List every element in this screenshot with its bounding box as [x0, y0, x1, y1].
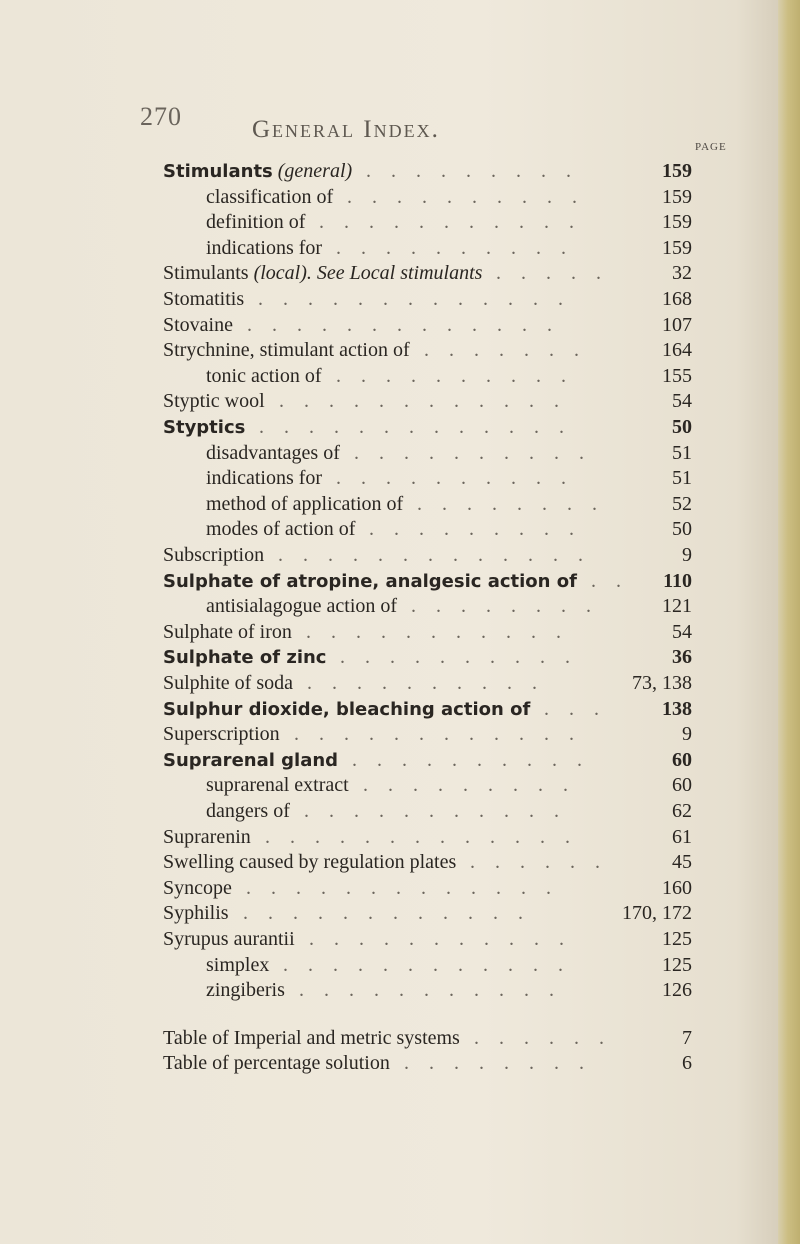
entry-page: 159	[662, 160, 692, 182]
entry-page: 125	[662, 953, 692, 976]
leader-dots: . . . . . . . . . .	[340, 646, 590, 669]
index-entry	[0, 747, 800, 773]
entry-page: 138	[662, 697, 692, 720]
index-entry	[0, 644, 800, 670]
index-entry	[0, 875, 800, 901]
page-number: 270	[140, 102, 182, 131]
entry-text: Sulphate of zinc	[163, 647, 327, 669]
entry-page: 164	[662, 339, 692, 362]
entry-text: Swelling caused by regulation plates	[163, 851, 457, 874]
leader-dots: . . . . . . . . .	[369, 518, 594, 541]
entry-page: 60	[672, 774, 692, 797]
leader-dots: . . . . . . . . . .	[336, 467, 586, 490]
index-entry	[0, 696, 800, 722]
entry-text: Styptics	[163, 417, 246, 438]
leader-dots: . . . . . . . . . . .	[319, 211, 594, 234]
index-entry	[0, 926, 800, 952]
leader-dots: . . . . . . . . . .	[352, 748, 602, 771]
entry-page: 107	[662, 313, 692, 336]
entry-text: Suprarenin	[163, 825, 251, 848]
entry-text: method of application of	[206, 492, 404, 515]
entry-page: 121	[662, 595, 692, 618]
entry-page: 51	[672, 441, 692, 464]
entry-text: classification of	[206, 185, 334, 208]
leader-dots: . . . . .	[496, 262, 621, 285]
leader-dots: . . . . . . . . . . . .	[294, 723, 594, 746]
leader-dots: . . . . . . . .	[411, 595, 611, 618]
entry-text: Stovaine	[163, 313, 233, 336]
index-entry	[0, 568, 800, 594]
index-entry	[0, 670, 800, 696]
leader-dots: . . . . . . . .	[404, 1052, 604, 1074]
leader-dots: . . . . . . .	[424, 339, 599, 362]
entry-text: Table of percentage solution	[163, 1052, 390, 1074]
index-entry	[0, 798, 800, 824]
leader-dots: . . . . . . . . . . . .	[283, 953, 583, 976]
entry-page: 32	[672, 262, 692, 285]
entry-page: 160	[662, 876, 692, 899]
index-entry	[0, 619, 800, 645]
entry-page: 159	[662, 211, 692, 234]
index-entry	[0, 900, 800, 926]
entry-page: 9	[682, 544, 692, 566]
entry-text: dangers of	[206, 800, 290, 822]
entry-note: (local). See Local stimulants	[253, 262, 483, 285]
index-entry	[0, 516, 800, 542]
leader-dots: . . . . . . . . . . . . .	[259, 416, 584, 438]
leader-dots: . . .	[544, 697, 619, 720]
entry-text: zingiberis	[206, 979, 285, 1002]
entry-note: (general)	[277, 160, 353, 182]
entry-page: 50	[672, 416, 692, 438]
index-entry	[0, 388, 800, 414]
entry-text: modes of action of	[206, 518, 356, 541]
entry-page: 54	[672, 390, 692, 413]
entry-text: Sulphur dioxide, bleaching action of	[163, 698, 531, 720]
index-entry	[0, 1025, 800, 1051]
leader-dots: . . . . . .	[474, 1027, 624, 1049]
entry-text: Syrupus aurantii	[163, 928, 295, 950]
leader-dots: . . . . . . . . .	[366, 160, 591, 182]
running-head-title: General Index.	[252, 116, 440, 143]
leader-dots: . . . . . . . . . . . . .	[247, 313, 572, 336]
entry-page: 155	[662, 364, 692, 387]
index-entry	[0, 184, 800, 210]
entry-text: Syncope	[163, 876, 232, 899]
entry-page: 9	[682, 723, 692, 746]
entry-text: Strychnine, stimulant action of	[163, 339, 410, 362]
index-entry	[0, 260, 800, 286]
leader-dots: . . . . . . . . . . . . .	[278, 544, 603, 566]
entry-page: 61	[672, 825, 692, 848]
entry-text: Stimulants	[163, 262, 249, 285]
entry-text: Sulphate of iron	[163, 620, 292, 643]
index-entry	[0, 977, 800, 1003]
index-entry	[0, 414, 800, 440]
leader-dots: . . . . . . . . . . .	[309, 928, 584, 950]
entry-page: 7	[682, 1027, 692, 1049]
leader-dots: . . . . . . . . . .	[307, 672, 557, 694]
index-entry	[0, 158, 800, 184]
entry-text: disadvantages of	[206, 441, 340, 464]
entry-text: antisialagogue action of	[206, 595, 398, 618]
entry-page: 52	[672, 492, 692, 515]
entry-page: 126	[662, 979, 692, 1002]
index-entry	[0, 849, 800, 875]
entry-page: 62	[672, 800, 692, 822]
leader-dots: . . . . . . . . . . . . .	[258, 288, 583, 310]
entry-page: 50	[672, 518, 692, 541]
entry-page: 159	[662, 185, 692, 208]
entry-text: Syphilis	[163, 902, 229, 925]
leader-dots: . . . . . . . . . . . . .	[265, 825, 590, 848]
index-entry	[0, 235, 800, 261]
leader-dots: . . . . . . . .	[417, 492, 617, 515]
entry-text: tonic action of	[206, 364, 322, 387]
leader-dots: . . . . . . . . .	[363, 774, 588, 797]
leader-dots: . . . . . . . . . .	[347, 185, 597, 208]
index-entry	[0, 440, 800, 466]
entry-text: Styptic wool	[163, 390, 265, 413]
index-entry	[0, 1050, 800, 1076]
entry-page: 51	[672, 467, 692, 490]
entry-text: Sulphate of atropine, analgesic action of	[163, 570, 577, 592]
entry-page: 45	[672, 851, 692, 874]
leader-dots: . . . . . . . . . .	[336, 236, 586, 259]
leader-dots: . . . . . . . . . . .	[299, 979, 574, 1002]
index-entry	[0, 286, 800, 312]
index-entry	[0, 312, 800, 338]
entry-text: Stomatitis	[163, 288, 245, 310]
entry-text: Suprarenal gland	[163, 749, 339, 771]
entry-page: 60	[672, 748, 692, 771]
index-entry	[0, 363, 800, 389]
leader-dots: . . . . . .	[470, 851, 620, 874]
entry-text: simplex	[206, 953, 270, 976]
entry-text: Subscription	[163, 544, 265, 566]
entry-text: definition of	[206, 211, 306, 234]
entry-page: 168	[662, 288, 692, 310]
entry-text: Table of Imperial and metric systems	[163, 1027, 460, 1049]
entry-text: Stimulants	[163, 161, 273, 182]
index-entry	[0, 337, 800, 363]
entry-page: 125	[662, 928, 692, 950]
index-entry	[0, 952, 800, 978]
leader-dots: . . . . . . . . . . . .	[243, 902, 543, 925]
entry-page: 54	[672, 620, 692, 643]
index-entry	[0, 772, 800, 798]
leader-dots: . .	[591, 569, 641, 592]
index-entry	[0, 824, 800, 850]
entry-page: 73, 138	[632, 672, 692, 694]
entry-page: 110	[663, 569, 692, 592]
leader-dots: . . . . . . . . . .	[354, 441, 604, 464]
leader-dots: . . . . . . . . . .	[336, 364, 586, 387]
leader-dots: . . . . . . . . . . . .	[279, 390, 579, 413]
index-entry	[0, 542, 800, 568]
entry-text: indications for	[206, 236, 323, 259]
entry-page: 170, 172	[622, 902, 692, 925]
leader-dots: . . . . . . . . . . .	[304, 800, 579, 822]
index-entry	[0, 491, 800, 517]
index-entry	[0, 593, 800, 619]
leader-dots: . . . . . . . . . . .	[306, 620, 581, 643]
index-entry	[0, 721, 800, 747]
entry-text: Sulphite of soda	[163, 672, 293, 694]
entry-page: 36	[672, 646, 692, 669]
entry-text: indications for	[206, 467, 323, 490]
page-column-label: PAGE	[695, 141, 727, 153]
entry-page: 159	[662, 236, 692, 259]
entry-text: suprarenal extract	[206, 774, 349, 797]
index-entry	[0, 465, 800, 491]
entry-page: 6	[682, 1052, 692, 1074]
leader-dots: . . . . . . . . . . . . .	[246, 876, 571, 899]
index-entry	[0, 209, 800, 235]
entry-text: Superscription	[163, 723, 280, 746]
